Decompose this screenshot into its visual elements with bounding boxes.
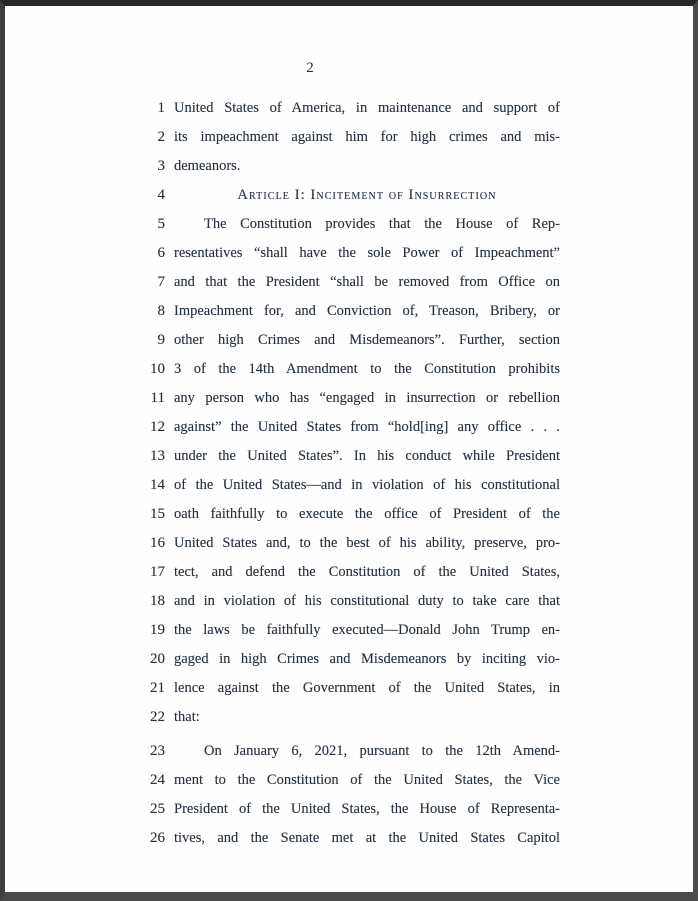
line-row (131, 152, 693, 181)
line-number: 13 (150, 448, 165, 464)
line-row (131, 766, 693, 795)
line-number: 7 (157, 274, 165, 290)
page-number: 2 (306, 60, 314, 76)
line-row (131, 703, 693, 732)
line-number: 24 (150, 772, 165, 788)
line-text: and that the President “shall be removed from Office on (174, 274, 560, 290)
line-text: ment to the Constitution of the United States, the Vice (174, 772, 560, 788)
line-number: 11 (150, 390, 165, 406)
line-text: demeanors. (174, 158, 241, 174)
line-row (131, 297, 693, 326)
line-row (131, 326, 693, 355)
line-text: United States of America, in maintenance and support of (174, 100, 560, 116)
line-text: tect, and defend the Constitution of the United States, (174, 564, 560, 580)
line-text: United States and, to the best of his ability, preserve, pro- (174, 535, 560, 551)
line-text: 3 of the 14th Amendment to the Constitution prohibits (174, 361, 560, 377)
line-text: gaged in high Crimes and Misdemeanors by inciting vio- (174, 651, 560, 667)
line-row (131, 268, 693, 297)
line-row (131, 181, 693, 210)
line-row (131, 824, 693, 853)
line-text: On January 6, 2021, pursuant to the 12th Amend- (204, 743, 560, 759)
line-text: of the United States—and in violation of his constitutional (174, 477, 560, 493)
line-text: its impeachment against him for high crimes and mis- (174, 129, 560, 145)
line-number: 26 (150, 830, 165, 846)
line-row (131, 94, 693, 123)
line-number: 18 (150, 593, 165, 609)
line-text: that: (174, 709, 200, 725)
article-heading: Article I: Incitement of Insurrection (237, 187, 497, 203)
line-text: any person who has “engaged in insurrection or rebellion (174, 390, 560, 406)
line-number: 25 (150, 801, 165, 817)
line-row (131, 210, 693, 239)
line-number: 15 (150, 506, 165, 522)
line-number: 19 (150, 622, 165, 638)
line-row (131, 795, 693, 824)
line-row (131, 384, 693, 413)
line-text: other high Crimes and Misdemeanors”. Further, section (174, 332, 560, 348)
line-text: The Constitution provides that the House of Rep- (204, 216, 560, 232)
line-number: 8 (157, 303, 165, 319)
line-row (131, 674, 693, 703)
line-row (131, 529, 693, 558)
line-number: 23 (150, 743, 165, 759)
line-text: oath faithfully to execute the office of President of the (174, 506, 560, 522)
line-number: 17 (150, 564, 165, 580)
line-number: 9 (157, 332, 165, 348)
line-number: 22 (150, 709, 165, 725)
line-row (131, 239, 693, 268)
line-row (131, 645, 693, 674)
line-text: lence against the Government of the United States, in (174, 680, 560, 696)
line-row (131, 471, 693, 500)
line-number: 10 (150, 361, 165, 377)
line-text: Impeachment for, and Conviction of, Treason, Bribery, or (174, 303, 560, 319)
line-row (131, 616, 693, 645)
line-row (131, 442, 693, 471)
line-number: 21 (150, 680, 165, 696)
document-lines (131, 94, 693, 853)
line-row (131, 355, 693, 384)
line-text: the laws be faithfully executed—Donald John Trump en- (174, 622, 560, 638)
line-number: 4 (157, 187, 165, 203)
line-row (131, 500, 693, 529)
line-row (131, 737, 693, 766)
line-number: 5 (157, 216, 165, 232)
line-row (131, 587, 693, 616)
line-text: against” the United States from “hold[ing] any office . . . (174, 419, 560, 435)
line-row (131, 123, 693, 152)
line-text: under the United States”. In his conduct while President (174, 448, 560, 464)
line-text: resentatives “shall have the sole Power of Impeachment” (174, 245, 560, 261)
line-number: 3 (157, 158, 165, 174)
line-text: tives, and the Senate met at the United States Capitol (174, 830, 560, 846)
line-number: 1 (157, 100, 165, 116)
line-number: 12 (150, 419, 165, 435)
line-number: 16 (150, 535, 165, 551)
line-number: 20 (150, 651, 165, 667)
line-number: 6 (157, 245, 165, 261)
line-row (131, 558, 693, 587)
line-text: President of the United States, the House of Representa- (174, 801, 560, 817)
line-number: 14 (150, 477, 165, 493)
line-row (131, 413, 693, 442)
line-number: 2 (157, 129, 165, 145)
line-text: and in violation of his constitutional duty to take care that (174, 593, 560, 609)
